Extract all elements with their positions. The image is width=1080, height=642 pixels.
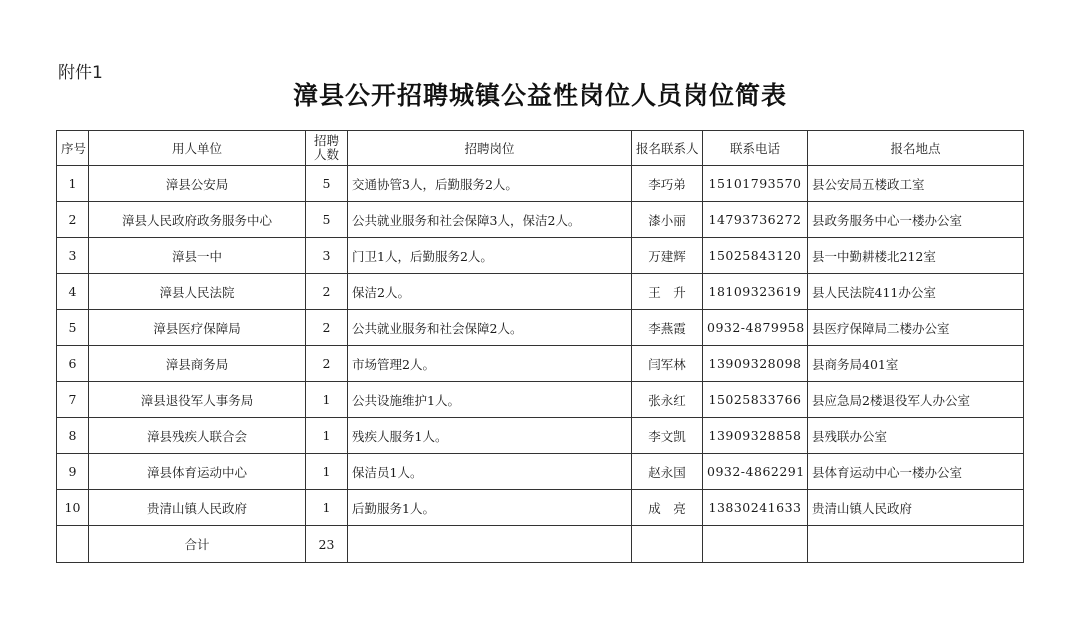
cell-contact: 王 升 bbox=[632, 274, 703, 310]
cell-contact: 漆小丽 bbox=[632, 202, 703, 238]
table-row bbox=[57, 274, 1024, 310]
total-row bbox=[57, 526, 1024, 563]
cell-unit: 漳县医疗保障局 bbox=[89, 310, 306, 346]
cell-unit: 漳县体育运动中心 bbox=[89, 454, 306, 490]
cell-phone: 15025843120 bbox=[703, 238, 808, 274]
cell-count: 2 bbox=[306, 346, 348, 382]
cell-no: 5 bbox=[57, 310, 89, 346]
cell-location: 县体育运动中心一楼办公室 bbox=[808, 454, 1024, 490]
table-row bbox=[57, 166, 1024, 202]
cell-location: 县医疗保障局二楼办公室 bbox=[808, 310, 1024, 346]
cell-contact: 闫军林 bbox=[632, 346, 703, 382]
cell-count: 1 bbox=[306, 382, 348, 418]
cell-positions: 公共设施维护1人。 bbox=[348, 382, 632, 418]
header-phone: 联系电话 bbox=[703, 131, 808, 166]
cell-count: 5 bbox=[306, 202, 348, 238]
cell-count: 1 bbox=[306, 418, 348, 454]
cell-phone: 13830241633 bbox=[703, 490, 808, 526]
cell-empty bbox=[808, 526, 1024, 563]
cell-unit: 漳县退役军人事务局 bbox=[89, 382, 306, 418]
header-row bbox=[57, 131, 1024, 166]
cell-phone: 0932-4862291 bbox=[703, 454, 808, 490]
cell-contact: 张永红 bbox=[632, 382, 703, 418]
cell-positions: 门卫1人，后勤服务2人。 bbox=[348, 238, 632, 274]
cell-location: 县商务局401室 bbox=[808, 346, 1024, 382]
cell-no: 9 bbox=[57, 454, 89, 490]
cell-unit: 漳县商务局 bbox=[89, 346, 306, 382]
cell-positions: 交通协管3人，后勤服务2人。 bbox=[348, 166, 632, 202]
cell-count: 2 bbox=[306, 274, 348, 310]
cell-no: 3 bbox=[57, 238, 89, 274]
cell-unit: 漳县人民政府政务服务中心 bbox=[89, 202, 306, 238]
header-location: 报名地点 bbox=[808, 131, 1024, 166]
table-row bbox=[57, 382, 1024, 418]
cell-contact: 李文凯 bbox=[632, 418, 703, 454]
cell-contact: 李燕霞 bbox=[632, 310, 703, 346]
cell-no: 1 bbox=[57, 166, 89, 202]
header-unit: 用人单位 bbox=[89, 131, 306, 166]
cell-contact: 赵永国 bbox=[632, 454, 703, 490]
cell-positions: 公共就业服务和社会保障2人。 bbox=[348, 310, 632, 346]
cell-phone: 13909328858 bbox=[703, 418, 808, 454]
header-contact: 报名联系人 bbox=[632, 131, 703, 166]
cell-no: 10 bbox=[57, 490, 89, 526]
cell-location: 县公安局五楼政工室 bbox=[808, 166, 1024, 202]
table-row bbox=[57, 490, 1024, 526]
cell-positions: 残疾人服务1人。 bbox=[348, 418, 632, 454]
cell-no: 2 bbox=[57, 202, 89, 238]
cell-positions: 后勤服务1人。 bbox=[348, 490, 632, 526]
cell-unit: 漳县一中 bbox=[89, 238, 306, 274]
table-row bbox=[57, 346, 1024, 382]
cell-phone: 15101793570 bbox=[703, 166, 808, 202]
cell-phone: 15025833766 bbox=[703, 382, 808, 418]
cell-positions: 保洁员1人。 bbox=[348, 454, 632, 490]
attachment-label: 附件1 bbox=[58, 63, 103, 83]
table-row bbox=[57, 310, 1024, 346]
cell-empty bbox=[57, 526, 89, 563]
cell-positions: 保洁2人。 bbox=[348, 274, 632, 310]
cell-contact: 万建辉 bbox=[632, 238, 703, 274]
cell-positions: 市场管理2人。 bbox=[348, 346, 632, 382]
cell-empty bbox=[348, 526, 632, 563]
table-row bbox=[57, 418, 1024, 454]
cell-location: 县一中勤耕楼北212室 bbox=[808, 238, 1024, 274]
cell-unit: 漳县人民法院 bbox=[89, 274, 306, 310]
cell-count: 3 bbox=[306, 238, 348, 274]
cell-phone: 18109323619 bbox=[703, 274, 808, 310]
cell-positions: 公共就业服务和社会保障3人，保洁2人。 bbox=[348, 202, 632, 238]
cell-location: 县应急局2楼退役军人办公室 bbox=[808, 382, 1024, 418]
cell-no: 6 bbox=[57, 346, 89, 382]
cell-location: 贵清山镇人民政府 bbox=[808, 490, 1024, 526]
total-count: 23 bbox=[306, 526, 348, 563]
header-count bbox=[306, 131, 348, 166]
header-positions: 招聘岗位 bbox=[348, 131, 632, 166]
table-row bbox=[57, 238, 1024, 274]
cell-contact: 成 亮 bbox=[632, 490, 703, 526]
table-row bbox=[57, 454, 1024, 490]
cell-no: 7 bbox=[57, 382, 89, 418]
cell-phone: 0932-4879958 bbox=[703, 310, 808, 346]
recruitment-table bbox=[56, 130, 1024, 563]
cell-phone: 13909328098 bbox=[703, 346, 808, 382]
cell-location: 县政务服务中心一楼办公室 bbox=[808, 202, 1024, 238]
cell-count: 1 bbox=[306, 454, 348, 490]
cell-no: 4 bbox=[57, 274, 89, 310]
cell-unit: 贵清山镇人民政府 bbox=[89, 490, 306, 526]
cell-location: 县残联办公室 bbox=[808, 418, 1024, 454]
header-no: 序号 bbox=[57, 131, 89, 166]
cell-empty bbox=[703, 526, 808, 563]
total-label: 合计 bbox=[89, 526, 306, 563]
cell-unit: 漳县公安局 bbox=[89, 166, 306, 202]
header-count-line2: 人数 bbox=[313, 147, 339, 162]
table-row bbox=[57, 202, 1024, 238]
cell-location: 县人民法院411办公室 bbox=[808, 274, 1024, 310]
cell-contact: 李巧弟 bbox=[632, 166, 703, 202]
cell-count: 5 bbox=[306, 166, 348, 202]
cell-no: 8 bbox=[57, 418, 89, 454]
page-title: 漳县公开招聘城镇公益性岗位人员岗位简表 bbox=[292, 81, 787, 110]
cell-unit: 漳县残疾人联合会 bbox=[89, 418, 306, 454]
cell-phone: 14793736272 bbox=[703, 202, 808, 238]
cell-count: 2 bbox=[306, 310, 348, 346]
header-count-line1: 招聘 bbox=[313, 133, 339, 148]
cell-count: 1 bbox=[306, 490, 348, 526]
cell-empty bbox=[632, 526, 703, 563]
